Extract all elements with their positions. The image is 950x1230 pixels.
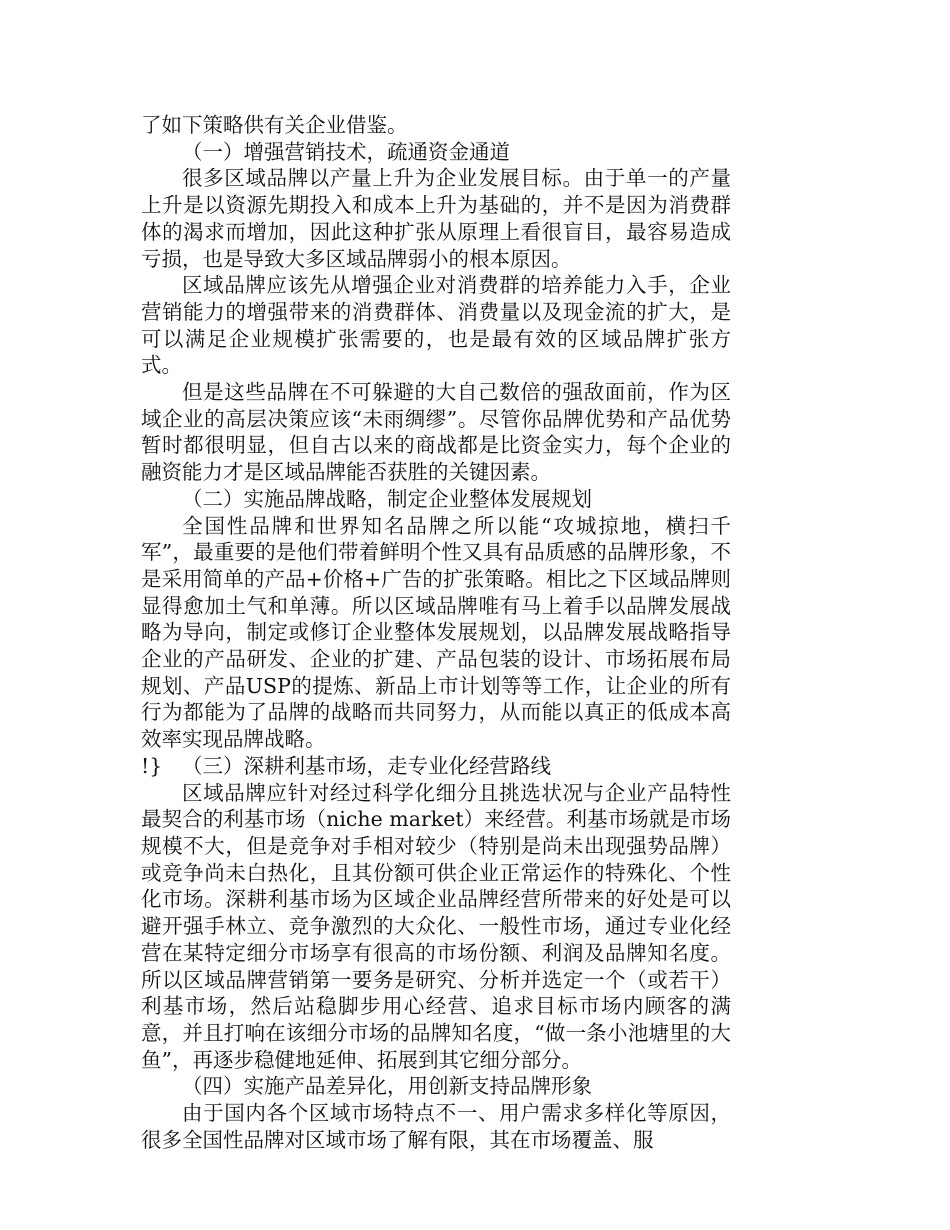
section-heading-3 — [141, 753, 731, 780]
paragraph: 但是这些品牌在不可躲避的大自己数倍的强敌面前，作为区域企业的高层决策应该“未雨绸缪”。尽管你品牌优势和产品优势暂时都很明显，但自古以来的商战都是比资金实力，每个企业的融资能力才是区域品牌能否获胜的关键因素。 — [141, 380, 731, 485]
document-page — [141, 112, 731, 1153]
paragraph-continuation: 了如下策略供有关企业借鉴。 — [141, 113, 408, 137]
paragraph: 区域品牌应针对经过科学化细分且挑选状况与企业产品特性最契合的利基市场（niche market）来经营。利基市场就是市场规模不大，但是竞争对手相对较少（特别是尚未出现强势品牌）或竞争尚未白热化，且其份额可供企业正常运作的特殊化、个性化市场。深耕利基市场为区域企业品牌经营所带来的好处是可以避开强手林立、竞争激烈的大众化、一般性市场，通过专业化经营在某特定细分市场享有很高的市场份额、利润及品牌知名度。所以区域品牌营销第一要务是研究、分析并选定一个（或若干）利基市场，然后站稳脚步用心经营、追求目标市场内顾客的满意，并且打响在该细分市场的品牌知名度，“做一条小池塘里的大鱼”，再逐步稳健地延伸、拓展到其它细分部分。 — [141, 780, 731, 1072]
section-heading-2: （二）实施品牌战略，制定企业整体发展规划 — [182, 486, 592, 511]
paragraph: 区域品牌应该先从增强企业对消费群的培养能力入手，企业营销能力的增强带来的消费群体、消费量以及现金流的扩大，是可以满足企业规模扩张需要的，也是最有效的区域品牌扩张方式。 — [141, 273, 731, 378]
paragraph: 很多区域品牌以产量上升为企业发展目标。由于单一的产量上升是以资源先期投入和成本上升为基础的，并不是因为消费群体的渴求而增加，因此这种扩张从原理上看很盲目，最容易造成亏损，也是导致大多区域品牌弱小的根本原因。 — [141, 166, 731, 271]
section-heading-4: （四）实施产品差异化，用创新支持品牌形象 — [182, 1074, 592, 1099]
stray-mark: !} — [141, 753, 163, 778]
section-heading-1: （一）增强营销技术，疏通资金通道 — [182, 139, 510, 164]
paragraph: 全国性品牌和世界知名品牌之所以能“攻城掠地，横扫千军”，最重要的是他们带着鲜明个性又具有品质感的品牌形象，不是采用简单的产品+价格+广告的扩张策略。相比之下区域品牌则显得愈加土气和单薄。所以区域品牌唯有马上着手以品牌发展战略为导向，制定或修订企业整体发展规划，以品牌发展战略指导企业的产品研发、企业的扩建、产品包装的设计、市场拓展布局规划、产品USP的提炼、新品上市计划等等工作，让企业的所有行为都能为了品牌的战略而共同努力，从而能以真正的低成本高效率实现品牌战略。 — [141, 513, 731, 752]
paragraph-truncated: 由于国内各个区域市场特点不一、用户需求多样化等原因，很多全国性品牌对区域市场了解有限，其在市场覆盖、服 — [141, 1101, 731, 1152]
section-heading-3-text: （三）深耕利基市场，走专业化经营路线 — [182, 753, 551, 778]
